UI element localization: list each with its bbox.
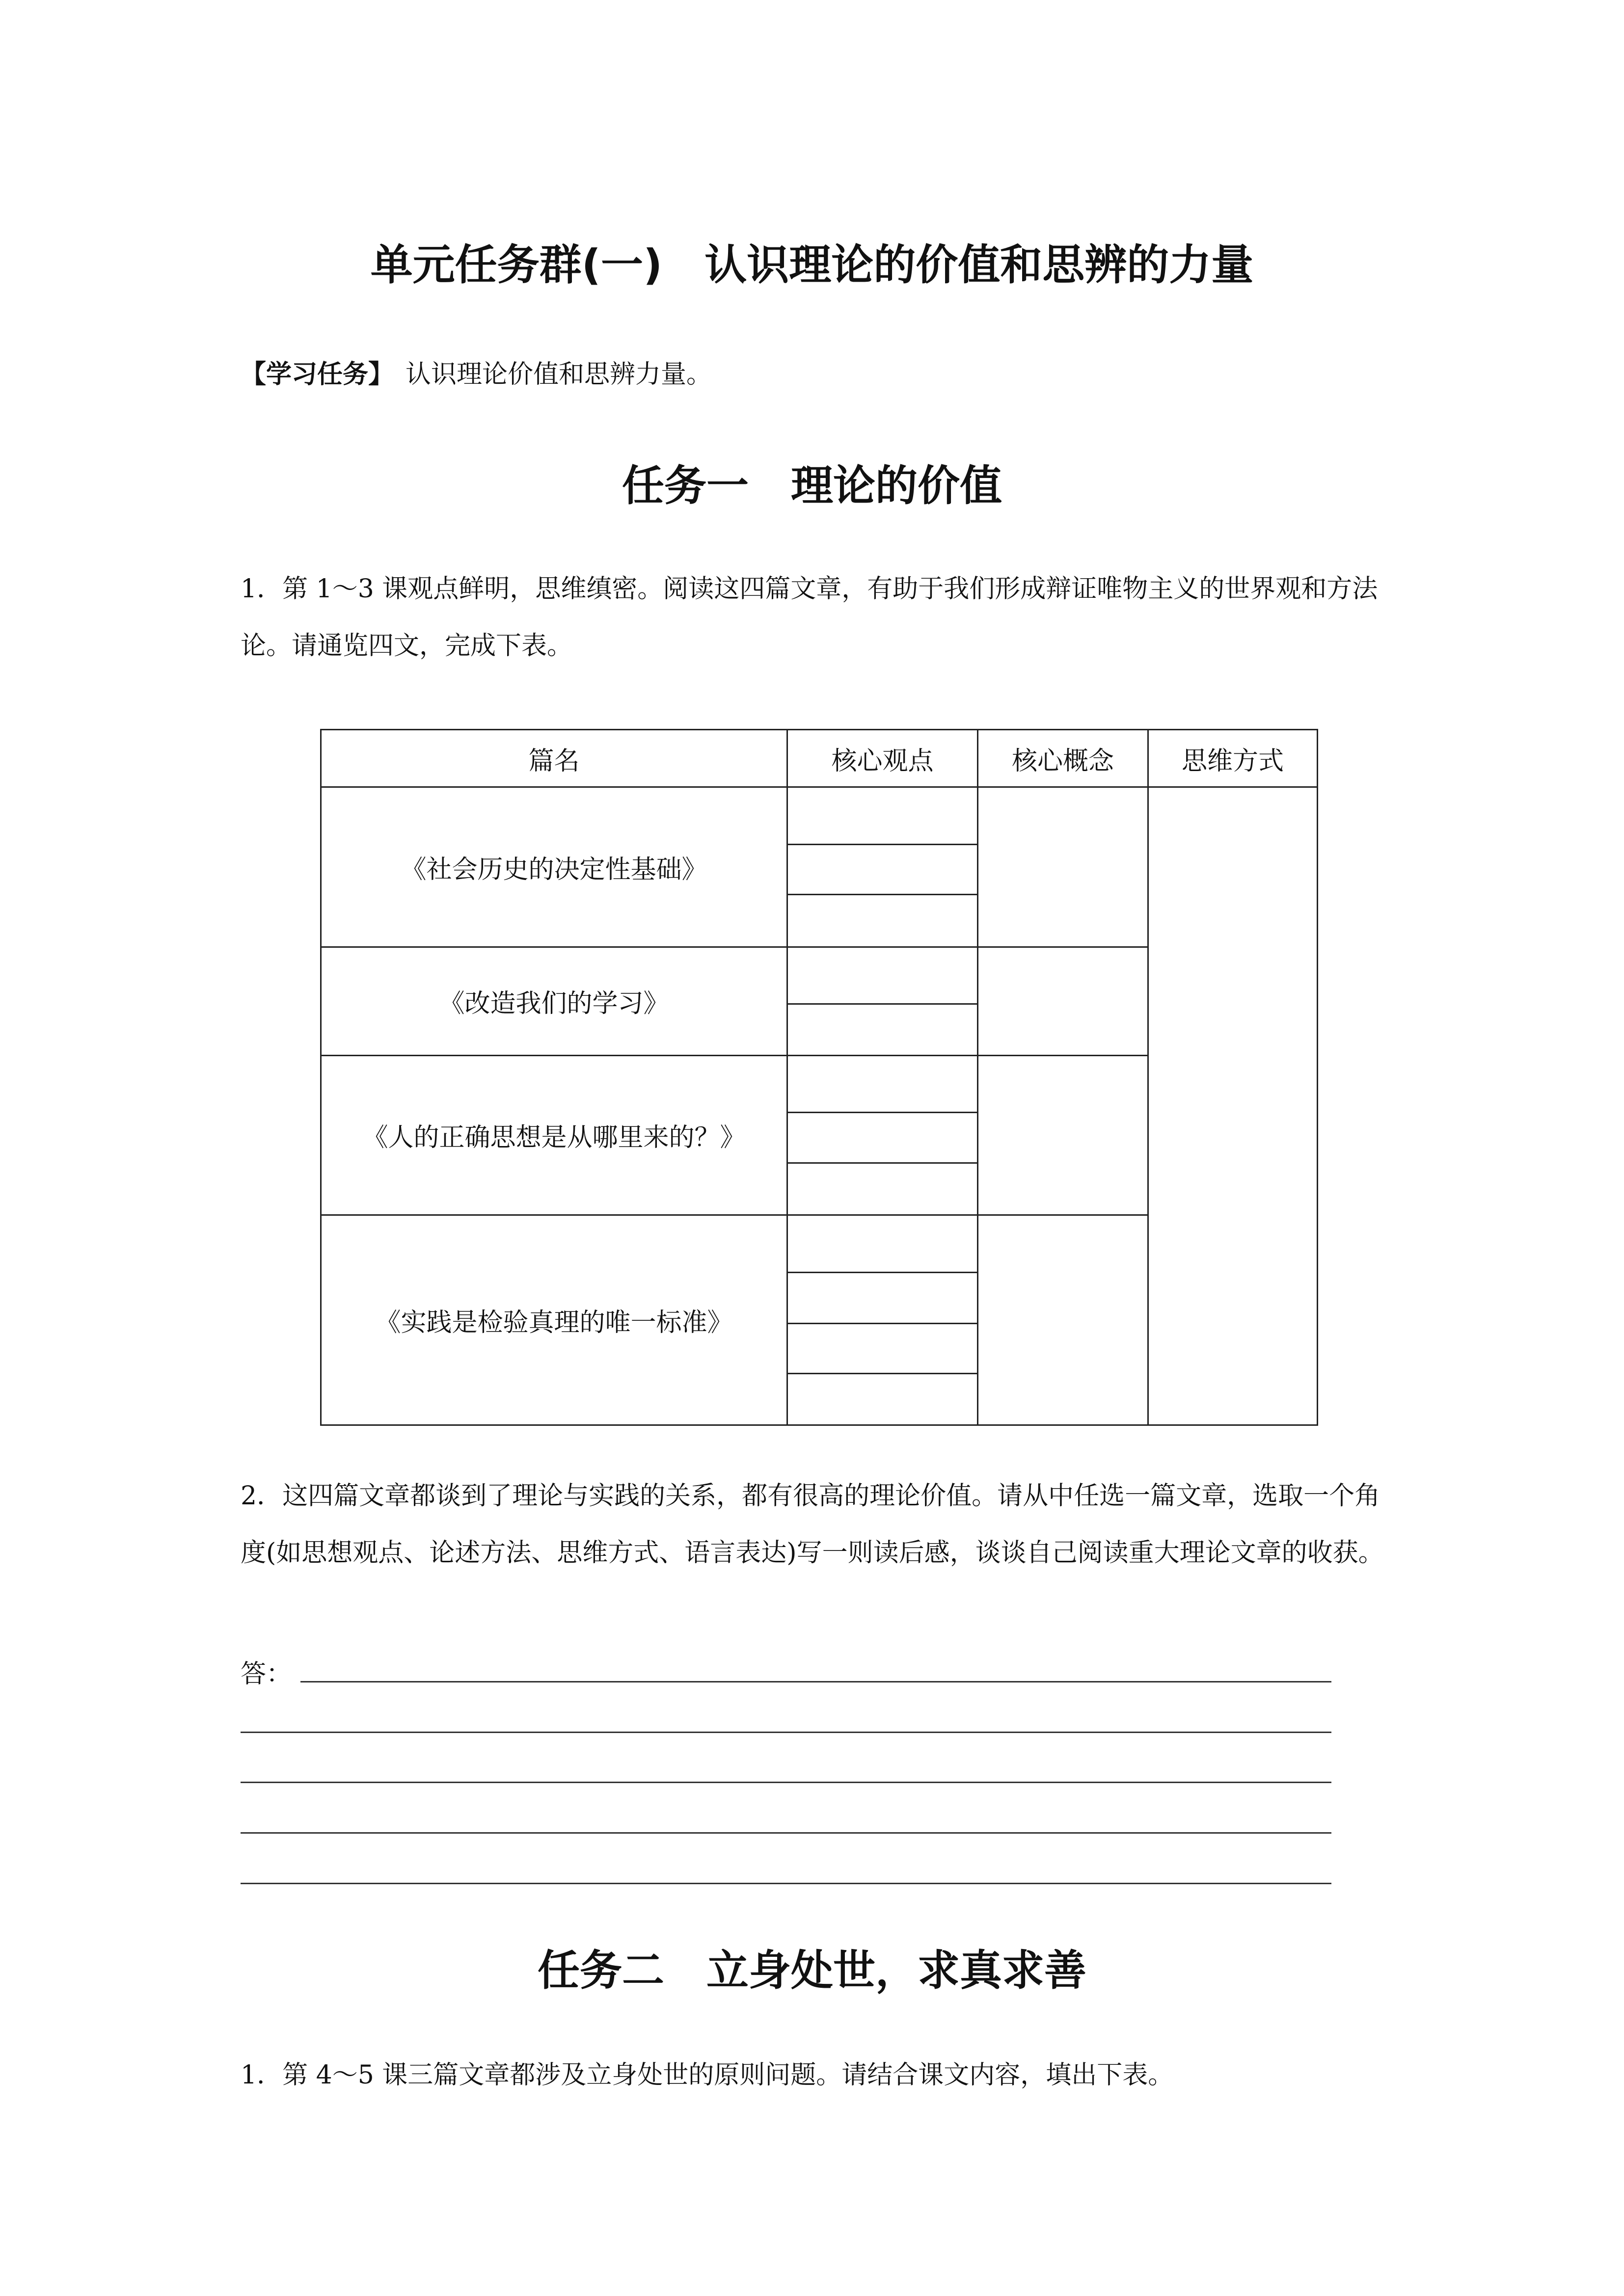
core-view-blank[interactable]	[787, 1374, 978, 1425]
study-task-text: 认识理论价值和思辨力量。	[406, 360, 712, 389]
thinking-mode-blank[interactable]	[1148, 787, 1318, 1425]
core-view-blank[interactable]	[787, 1004, 978, 1055]
table-header-row	[321, 730, 1318, 787]
article-title-cell: 《改造我们的学习》	[321, 947, 787, 1055]
answer-line[interactable]	[241, 1883, 1331, 1884]
core-view-blank[interactable]	[787, 1163, 978, 1215]
task1-question-1: 1．第 1～3 课观点鲜明，思维缜密。阅读这四篇文章，有助于我们形成辩证唯物主义的世界观和方法论。请通览四文，完成下表。	[241, 574, 1378, 661]
answer-line[interactable]	[241, 1732, 1331, 1733]
answer-line[interactable]	[241, 1832, 1331, 1834]
header-core-view: 核心观点	[787, 730, 978, 787]
core-concept-blank[interactable]	[978, 947, 1148, 1055]
task2-heading: 任务二 立身处世，求真求善	[538, 1946, 1086, 1995]
core-view-blank[interactable]	[787, 1055, 978, 1112]
task2-question-1: 1．第 4～5 课三篇文章都涉及立身处世的原则问题。请结合课文内容，填出下表。	[241, 2060, 1174, 2090]
core-view-blank[interactable]	[787, 1113, 978, 1163]
answer-line[interactable]	[241, 1782, 1331, 1783]
core-concept-blank[interactable]	[978, 1215, 1148, 1425]
task1-question-2: 2．这四篇文章都谈到了理论与实践的关系，都有很高的理论价值。请从中任选一篇文章，选取一个角度(如思想观点、论述方法、思维方式、语言表达)写一则读后感，谈谈自己阅读重大理论文章的收获。	[241, 1481, 1384, 1568]
core-view-blank[interactable]	[787, 787, 978, 844]
study-task-tag: 【学习任务】	[241, 360, 394, 389]
core-view-blank[interactable]	[787, 947, 978, 1004]
core-view-blank[interactable]	[787, 1215, 978, 1272]
header-thinking-mode: 思维方式	[1148, 730, 1318, 787]
task1-table	[320, 729, 1318, 1426]
table-row	[321, 787, 1318, 844]
article-title-cell: 《社会历史的决定性基础》	[321, 787, 787, 947]
core-concept-blank[interactable]	[978, 1055, 1148, 1215]
core-view-blank[interactable]	[787, 844, 978, 894]
task1-heading: 任务一 理论的价值	[622, 461, 1002, 510]
article-title-cell: 《人的正确思想是从哪里来的？》	[321, 1055, 787, 1215]
core-view-blank[interactable]	[787, 895, 978, 947]
core-view-blank[interactable]	[787, 1324, 978, 1374]
header-core-concept: 核心概念	[978, 730, 1148, 787]
page-title: 单元任务群(一) 认识理论的价值和思辨的力量	[370, 240, 1254, 290]
header-title: 篇名	[321, 730, 787, 787]
core-view-blank[interactable]	[787, 1272, 978, 1323]
study-task	[241, 353, 712, 390]
article-title-cell: 《实践是检验真理的唯一标准》	[321, 1215, 787, 1425]
answer-line[interactable]	[300, 1681, 1331, 1682]
core-concept-blank[interactable]	[978, 787, 1148, 947]
answer-label: 答：	[241, 1659, 292, 1689]
